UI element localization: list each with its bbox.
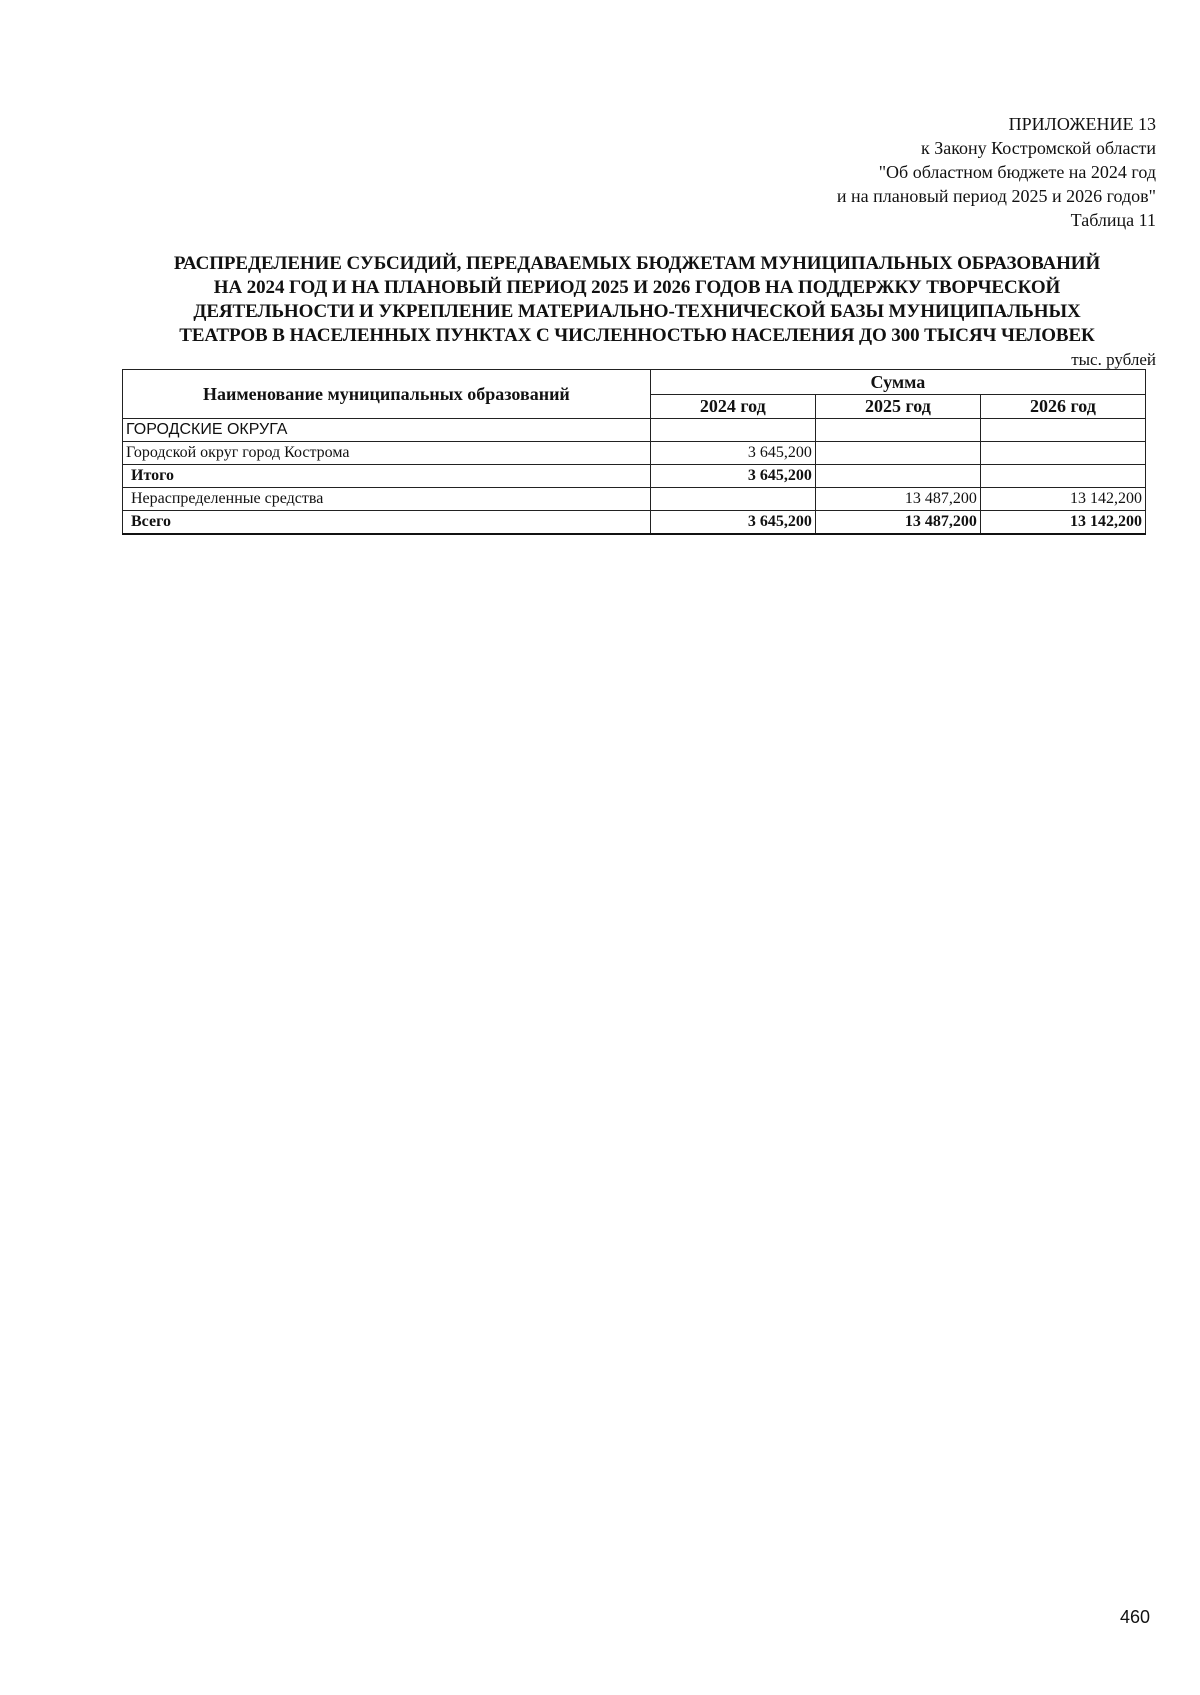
table-row-subtotal [123, 465, 1146, 488]
table-row [123, 488, 1146, 511]
appendix-law-line: к Закону Костромской области [920, 138, 1156, 158]
row-name: ГОРОДСКИЕ ОКРУГА [123, 419, 651, 442]
appendix-law-title-line-1: "Об областном бюджете на 2024 год [878, 162, 1156, 182]
row-value-2025: 13 487,200 [815, 488, 980, 511]
appendix-law-title-line-2: и на плановый период 2025 и 2026 годов" [836, 186, 1156, 206]
subsidy-table [122, 369, 1146, 535]
document-title [112, 252, 1162, 348]
title-line-3: ДЕЯТЕЛЬНОСТИ И УКРЕПЛЕНИЕ МАТЕРИАЛЬНО-ТЕХНИЧЕСКОЙ БАЗЫ МУНИЦИПАЛЬНЫХ [193, 301, 1081, 322]
table-row [123, 442, 1146, 465]
row-value-2024 [650, 419, 815, 442]
header-year-2025: 2025 год [815, 394, 980, 419]
row-value-2026: 13 142,200 [980, 488, 1145, 511]
row-value-2025 [815, 465, 980, 488]
row-value-2024 [650, 488, 815, 511]
appendix-table-number: Таблица 11 [1070, 210, 1156, 230]
table-header-row [123, 370, 1146, 395]
title-line-2: НА 2024 ГОД И НА ПЛАНОВЫЙ ПЕРИОД 2025 И 2026 ГОДОВ НА ПОДДЕРЖКУ ТВОРЧЕСКОЙ [213, 277, 1061, 298]
header-year-2024: 2024 год [650, 394, 815, 419]
header-name-cell: Наименование муниципальных образований [123, 370, 651, 419]
row-value-2026: 13 142,200 [980, 511, 1145, 535]
row-name: Всего [123, 511, 651, 535]
row-name: Нераспределенные средства [123, 488, 651, 511]
row-value-2026 [980, 419, 1145, 442]
header-sum-cell: Сумма [650, 370, 1145, 395]
appendix-number: ПРИЛОЖЕНИЕ 13 [1008, 114, 1156, 134]
title-line-1: РАСПРЕДЕЛЕНИЕ СУБСИДИЙ, ПЕРЕДАВАЕМЫХ БЮДЖЕТАМ МУНИЦИПАЛЬНЫХ ОБРАЗОВАНИЙ [173, 253, 1101, 274]
row-value-2026 [980, 442, 1145, 465]
table-row-total [123, 511, 1146, 535]
table-row [123, 419, 1146, 442]
header-year-2026: 2026 год [980, 394, 1145, 419]
row-value-2025 [815, 419, 980, 442]
row-name: Городской округ город Кострома [123, 442, 651, 465]
units-label: тыс. рублей [1071, 350, 1156, 369]
title-line-4: ТЕАТРОВ В НАСЕЛЕННЫХ ПУНКТАХ С ЧИСЛЕННОСТЬЮ НАСЕЛЕНИЯ ДО 300 ТЫСЯЧ ЧЕЛОВЕК [179, 325, 1095, 346]
row-value-2024: 3 645,200 [650, 442, 815, 465]
row-value-2024: 3 645,200 [650, 511, 815, 535]
row-value-2026 [980, 465, 1145, 488]
page-number: 460 [1119, 1607, 1150, 1627]
row-name: Итого [123, 465, 651, 488]
row-value-2025 [815, 442, 980, 465]
row-value-2025: 13 487,200 [815, 511, 980, 535]
row-value-2024: 3 645,200 [650, 465, 815, 488]
appendix-header [837, 112, 1156, 232]
